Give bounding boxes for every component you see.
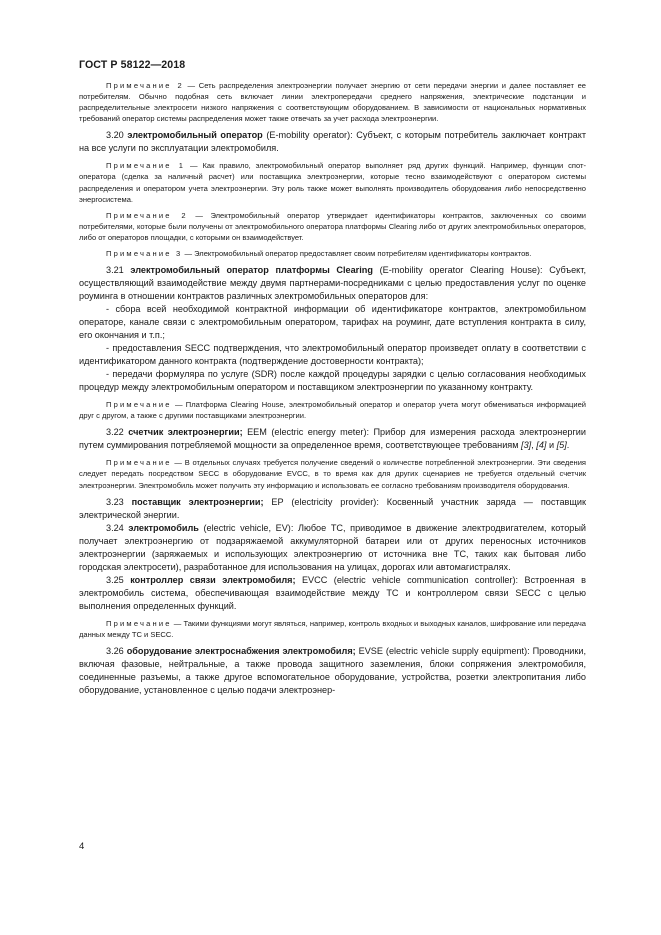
note-continued-2 bbox=[79, 80, 586, 124]
reference-link[interactable]: [4] bbox=[536, 440, 547, 451]
note-label: Примечание bbox=[106, 458, 172, 468]
definition-term: оборудование электроснабжения электромобиля; bbox=[126, 645, 356, 656]
definition-term: электромобильный оператор bbox=[127, 130, 263, 141]
definition-number: 3.22 bbox=[106, 427, 129, 438]
reference-link[interactable]: [3] bbox=[521, 440, 532, 451]
definition-text: EVCC (electric vehicle communication controller): Встроенная в электромобиль система, обеспечивающая взаимодействие между ТС и контроллером связи SECC с целью выполнения определенных функций. bbox=[79, 574, 586, 611]
note-3-25 bbox=[79, 618, 586, 640]
note-3-20-2 bbox=[79, 210, 586, 243]
definition-text: EVSE (electric vehicle supply equipment): Проводники, включая фазовые, нейтральные, а также провода защитного заземления, блоки сопряжения электромобиля, соединенные разъемы, а также другое вспомогательное оборудование, устройства, розетки электропитания либо оборудование, установленное с целью подачи электроэнер- bbox=[79, 645, 586, 695]
note-text: — Электромобильный оператор предоставляет своим потребителям идентификаторы контрактов. bbox=[182, 249, 532, 259]
note-label: Примечание 2 bbox=[106, 210, 188, 220]
definition-term: электромобиль bbox=[128, 522, 199, 533]
reference-link[interactable]: [5] bbox=[556, 440, 567, 451]
definition-3-20 bbox=[79, 129, 586, 155]
note-3-22 bbox=[79, 457, 586, 490]
note-label: Примечание 3 bbox=[106, 249, 183, 259]
note-label: Примечание 1 bbox=[106, 161, 186, 171]
note-text: — В отдельных случаях требуется получение сведений о количестве потребленной электроэнергии. Эти сведения следует передать посредством SECC в оборудование EVCC, в то время как для других сценариев не требуется отдельный счетчик электроэнергии. Электромобиль может получить эту информацию и использовать ее согласно требованиям производителя оборудования. bbox=[79, 458, 586, 490]
note-3-20-3 bbox=[79, 248, 586, 259]
definition-text: (electric vehicle, EV): Любое ТС, приводимое в движение электродвигателем, который получает электроэнергию от подзаряжаемой аккумуляторной батареи или от других переносных источников электроэнергии (заряжаемых и использующих электроэнергию от источника вне ТС, таких как бытовая либо городская электросети), разработанное для использования на улицах, дорогах или автомагистралях. bbox=[79, 522, 586, 572]
definition-3-22 bbox=[79, 426, 586, 452]
note-3-21 bbox=[79, 399, 586, 421]
definition-text: EEM (electric energy meter): Прибор для измерения расхода электроэнергии путем суммирования потребляемой мощности за определенное время, соответствующее требованиям bbox=[79, 427, 587, 451]
separator: и bbox=[546, 440, 557, 451]
note-label: Примечание bbox=[106, 618, 172, 628]
definition-number: 3.20 bbox=[106, 130, 128, 141]
definition-text: (E-mobility operator Clearing House): Субъект, осуществляющий взаимодействие между двумя партнерами-посредниками с целью предоставления услуг по оценке роуминга в отношении контрактов различных электромобильных операторов для: bbox=[79, 265, 586, 302]
definition-number: 3.24 bbox=[106, 522, 129, 533]
sentence-end: . bbox=[566, 440, 570, 451]
note-text: — Платформа Clearing House, электромобильный оператор и оператор учета могут обмениваться информацией друг с другом, а также с другими поставщиками электроэнергии. bbox=[79, 400, 586, 421]
document-body bbox=[79, 80, 586, 697]
note-label: Примечание bbox=[106, 400, 172, 410]
definition-term: счетчик электроэнергии; bbox=[128, 427, 243, 438]
definition-term: контроллер связи электромобиля; bbox=[130, 574, 296, 585]
list-item: - сбора всей необходимой контрактной информации об идентификаторе контрактов, электромобильном операторе, канале связи с электромобильным оператором, тарифах на роуминг, дате вступления контракта в силу, его окончания и т.п.; bbox=[79, 304, 586, 341]
note-text: — Электромобильный оператор утверждает идентификаторы контрактов, заключенных со своими потребителями, которые были получены от электромобильного оператора платформы Clearing либо от других электромобильных операторов, либо от операторов площадки, с которыми он взаимодействует. bbox=[79, 210, 586, 242]
note-text: — Такими функциями могут являться, например, контроль входных и выходных каналов, шифрование или передача данных между ТС и SECC. bbox=[79, 618, 586, 639]
page-header: ГОСТ Р 58122—2018 bbox=[79, 59, 186, 71]
note-text: — Как правило, электромобильный оператор выполняет ряд других функций. Например, функции спот-оператора (сделка за наличный расчет) или поставщика электроэнергии, которые тесно взаимодействуют с оператором системы распределения и оператором учета электроэнергии. Эту роль также может выполнять производитель оборудования либо непосредственно энергосистема. bbox=[79, 161, 586, 204]
definition-3-21 bbox=[79, 264, 586, 303]
definition-term: поставщик электроэнергии; bbox=[131, 496, 264, 507]
separator: , bbox=[531, 440, 537, 451]
page-number: 4 bbox=[79, 841, 85, 852]
definition-number: 3.26 bbox=[106, 645, 127, 656]
definition-3-25 bbox=[79, 574, 586, 613]
definition-number: 3.23 bbox=[106, 496, 132, 507]
note-text: — Сеть распределения электроэнергии получает энергию от сети передачи энергии и далее поставляет ее потребителям. Обычно подобная сеть включает линии электропередачи среднего напряжения, электрические подстанции и распределительные электросети низкого напряжения с соответствующим оборудованием. В зависимости от национальных нормативных требований оператор системы распределения может также отвечать за учет расхода электроэнергии. bbox=[79, 81, 586, 124]
definition-3-23 bbox=[79, 496, 586, 522]
note-3-20-1 bbox=[79, 160, 586, 204]
definition-3-26 bbox=[79, 645, 586, 697]
list-item: - передачи формуляра по услуге (SDR) после каждой процедуры зарядки с целью согласования необходимых процедур между электромобильным оператором и поставщиком электроэнергии по указанному контракту. bbox=[79, 369, 586, 393]
definition-term: электромобильный оператор платформы Clearing bbox=[130, 265, 373, 276]
note-label: Примечание 2 bbox=[106, 81, 184, 90]
definition-number: 3.25 bbox=[106, 574, 131, 585]
definition-3-24 bbox=[79, 522, 586, 574]
definition-number: 3.21 bbox=[106, 265, 131, 276]
list-item: - предоставления SECC подтверждения, что электромобильный оператор произведет оплату в соответствии с идентификатором данного контракта (подтверждение достоверности контракта); bbox=[79, 343, 586, 367]
definition-text: EP (electricity provider): Косвенный участник заряда — поставщик электрической энергии. bbox=[79, 496, 586, 520]
definition-text: (E-mobility operator): Субъект, с которым потребитель заключает контракт на все услуги по эксплуатации электромобиля. bbox=[79, 130, 587, 154]
